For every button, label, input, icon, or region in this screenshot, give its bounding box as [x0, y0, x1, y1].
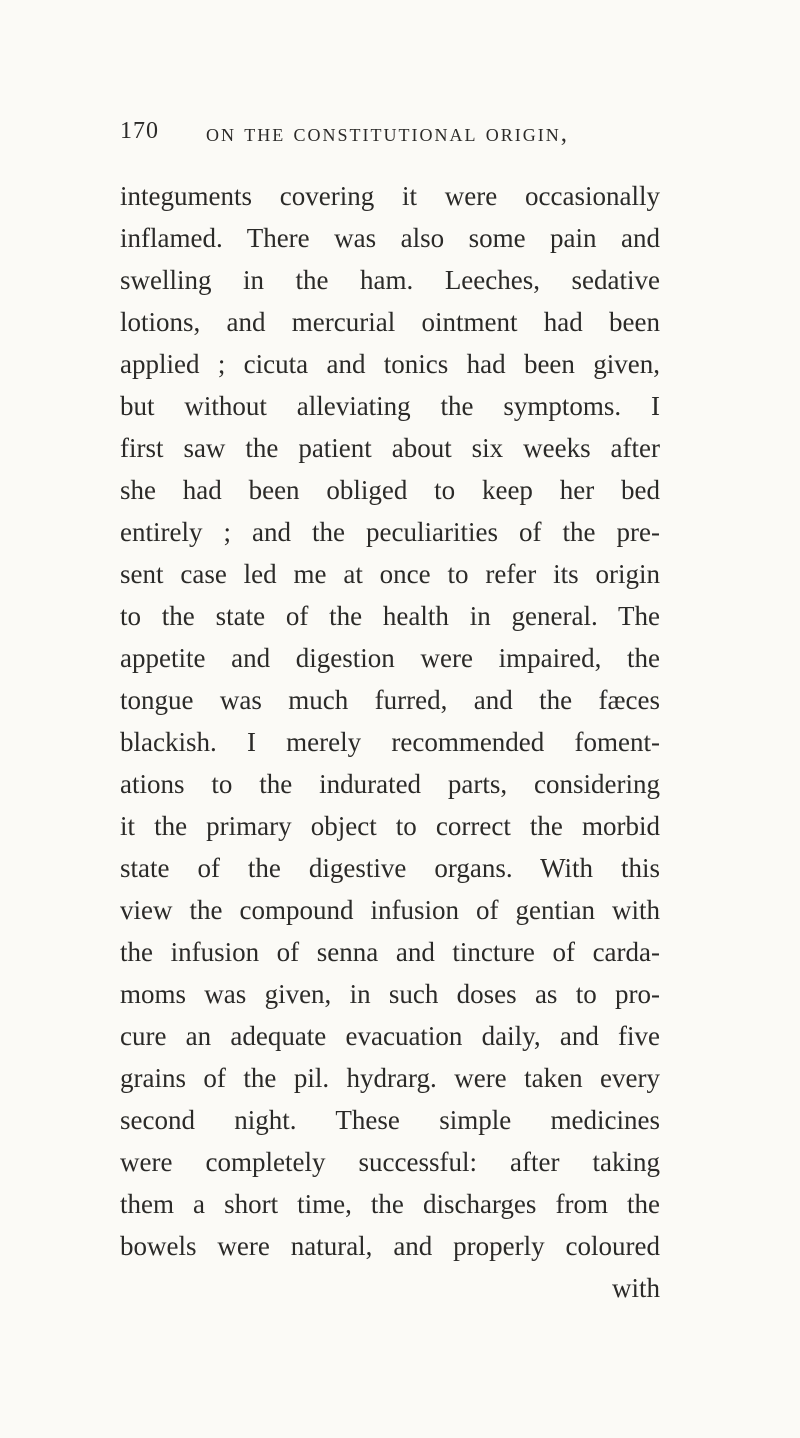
text-line: appetite and digestion were impaired, the [120, 643, 660, 673]
text-line: were completely successful: after taking [120, 1147, 660, 1177]
text-line: grains of the pil. hydrarg. were taken every [120, 1063, 660, 1093]
text-line: first saw the patient about six weeks after [120, 433, 660, 463]
text-line: swelling in the ham. Leeches, sedative [120, 265, 660, 295]
catchword: with [611, 1273, 660, 1303]
running-title: on the constitutional origin, [206, 120, 569, 147]
text-line: tongue was much furred, and the fæces [120, 685, 660, 715]
body-text [120, 175, 660, 1309]
text-line: the infusion of senna and tincture of carda- [120, 937, 660, 967]
text-line: applied ; cicuta and tonics had been given, [120, 349, 660, 379]
text-line: entirely ; and the peculiarities of the pre- [120, 517, 660, 547]
text-line: them a short time, the discharges from the [120, 1189, 660, 1219]
text-line: integuments covering it were occasionally [120, 181, 660, 211]
text-line: cure an adequate evacuation daily, and five [120, 1021, 660, 1051]
text-line: it the primary object to correct the morbid [120, 811, 660, 841]
page-number: 170 [120, 118, 159, 144]
text-line: state of the digestive organs. With this [120, 853, 660, 883]
text-line: lotions, and mercurial ointment had been [120, 307, 660, 337]
text-line: she had been obliged to keep her bed [120, 475, 660, 505]
running-head [120, 118, 680, 158]
text-line: inflamed. There was also some pain and [120, 223, 660, 253]
text-line: ations to the indurated parts, considering [120, 769, 660, 799]
text-line: blackish. I merely recommended foment- [120, 727, 660, 757]
text-line: bowels were natural, and properly coloured [120, 1231, 660, 1261]
text-line: moms was given, in such doses as to pro- [120, 979, 660, 1009]
text-line: view the compound infusion of gentian with [120, 895, 660, 925]
text-line: sent case led me at once to refer its origin [120, 559, 660, 589]
text-line: but without alleviating the symptoms. I [120, 391, 660, 421]
text-line: second night. These simple medicines [120, 1105, 660, 1135]
text-line: to the state of the health in general. The [120, 601, 660, 631]
